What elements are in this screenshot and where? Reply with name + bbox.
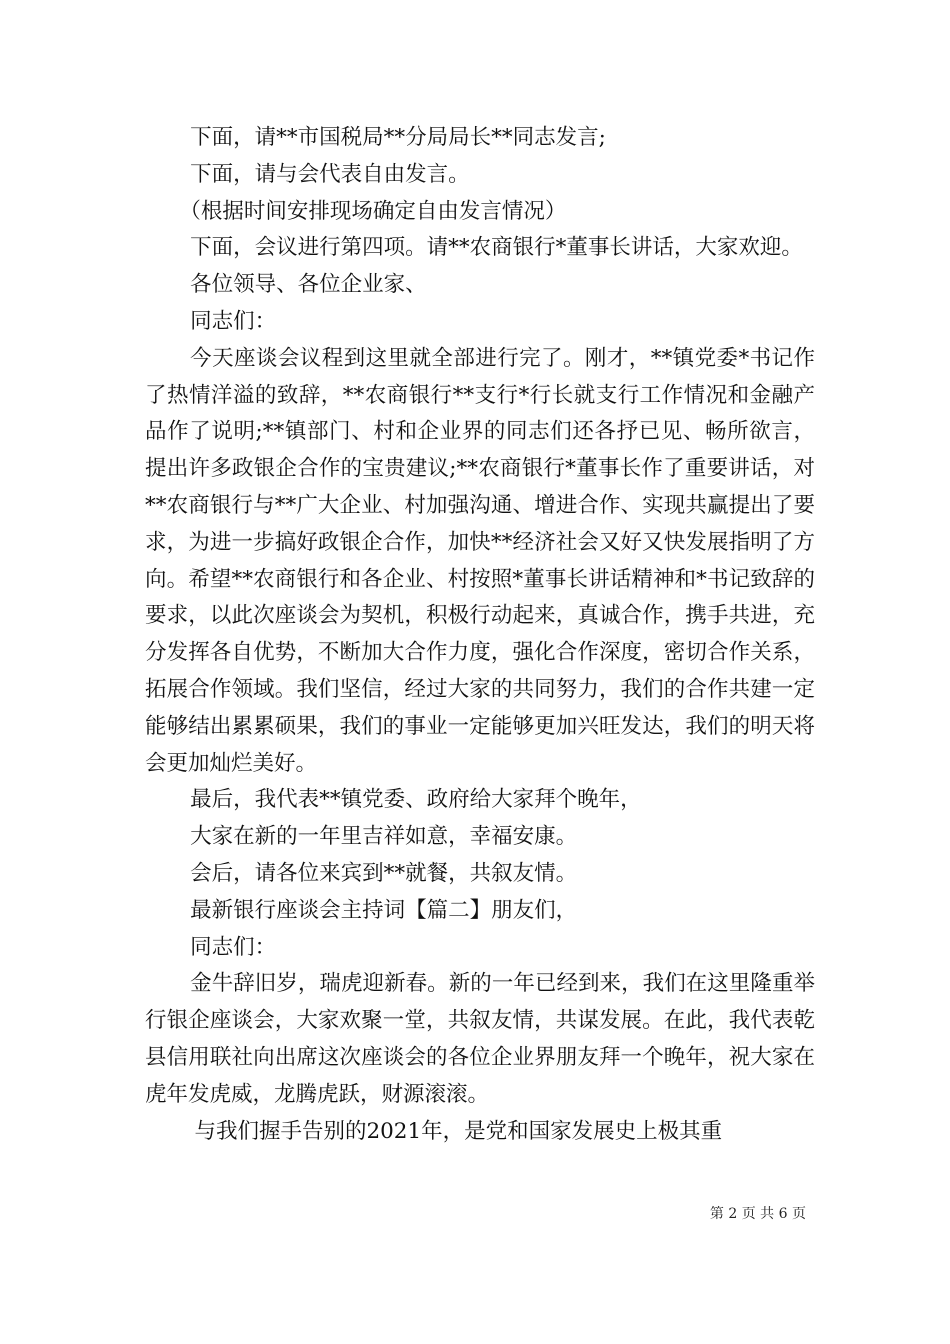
page-number: 第 2 页 共 6 页 <box>709 1206 806 1222</box>
paragraph: 最后，我代表**镇党委、政府给大家拜个晚年， <box>190 787 642 813</box>
paragraph: 下面，会议进行第四项。请**农商银行*董事长讲话，大家欢迎。 <box>190 235 803 261</box>
paragraph: 下面，请**市国税局**分局局长**同志发言; <box>190 125 606 150</box>
paragraph: 今天座谈会议程到这里就全部进行完了。刚才，**镇党委*书记作了热情洋溢的致辞，**农商银行**支行*行长就支行工作情况和金融产品作了说明;**镇部门、村和企业界的同志们还各抒已见、畅所欲言，提出许多政银企合作的宝贵建议;**农商银行*董事长作了重要讲话，对**农商银行与**广大企业、村加强沟通、增进合作、实现共赢提出了要求，为进一步搞好政银企合作，加快**经济社会又好又快发展指明了方向。希望**农商银行和各企业、村按照*董事长讲话精神和*书记致辞的要求，以此次座谈会为契机，积极行动起来，真诚合作，携手共进，充分发挥各自优势，不断加大合作力度，强化合作深度，密切合作关系，拓展合作领域。我们坚信，经过大家的共同努力，我们的合作共建一定能够结出累累硕果，我们的事业一定能够更加兴旺发达，我们的明天将会更加灿烂美好。 <box>145 345 815 776</box>
paragraph: 下面，请与会代表自由发言。 <box>190 161 470 187</box>
paragraph: （根据时间安排现场确定自由发言情况） <box>179 198 567 224</box>
paragraph: 大家在新的一年里吉祥如意，幸福安康。 <box>190 824 578 850</box>
paragraph: 同志们： <box>190 308 277 334</box>
paragraph: 最新银行座谈会主持词【篇二】朋友们， <box>190 897 578 923</box>
paragraph: 同志们： <box>190 934 277 960</box>
paragraph: 各位领导、各位企业家、 <box>190 272 427 298</box>
document-body <box>145 120 815 1150</box>
paragraph: 会后，请各位来宾到**就餐，共叙友情。 <box>190 860 578 886</box>
paragraph: 与我们握手告别的2021年，是党和国家发展史上极其重 <box>194 1118 723 1144</box>
paragraph: 金牛辞旧岁，瑞虎迎新春。新的一年已经到来，我们在这里隆重举行银企座谈会，大家欢聚一堂，共叙友情，共谋发展。在此，我代表乾县信用联社向出席这次座谈会的各位企业界朋友拜一个晚年，祝大家在虎年发虎威，龙腾虎跃，财源滚滚。 <box>145 971 815 1107</box>
